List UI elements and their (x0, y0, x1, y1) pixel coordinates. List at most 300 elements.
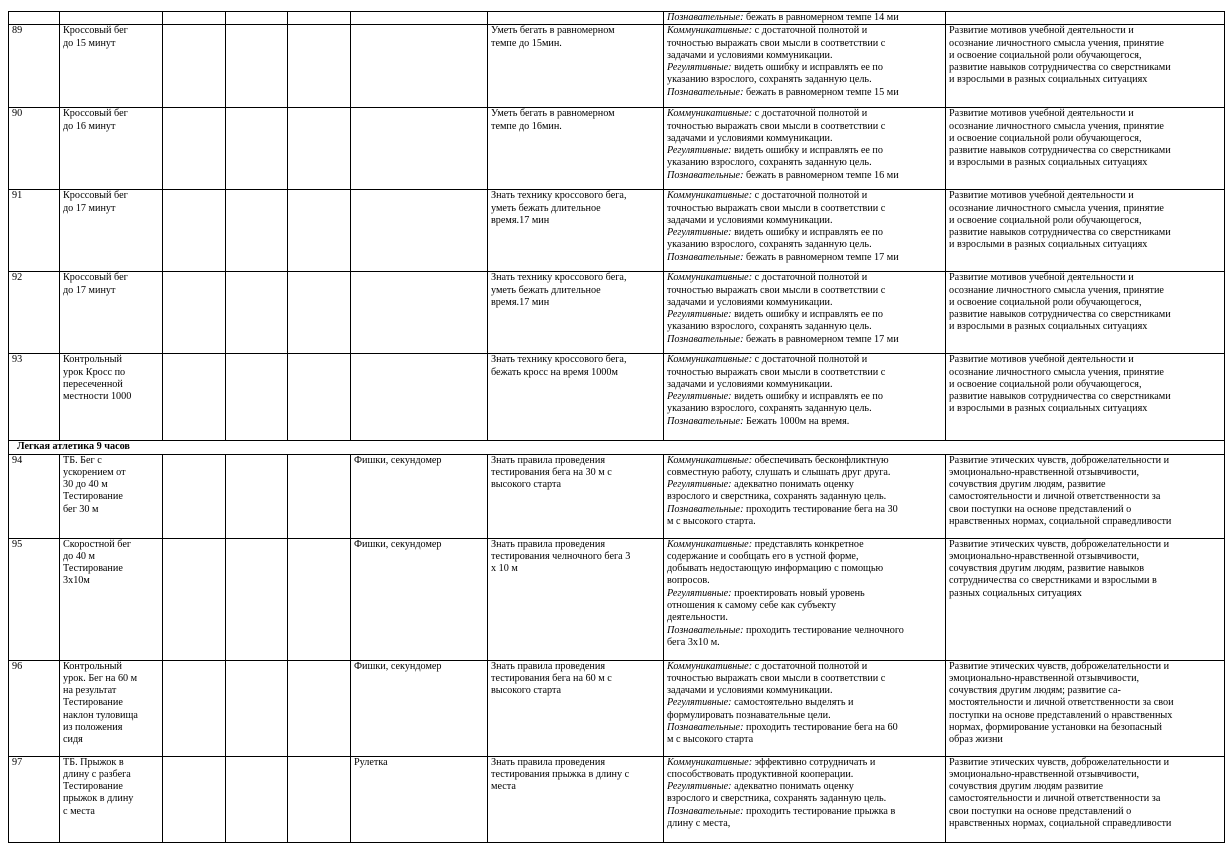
cell-line: эмоционально-нравственной отзывчивости, (949, 672, 1140, 684)
uud-text: указанию взрослого, сохранять заданную цель. (667, 74, 872, 86)
cell-topic (60, 190, 163, 272)
cell-requirements (488, 108, 664, 190)
cell-equipment (351, 538, 488, 660)
cell-line: эмоционально-нравственной отзывчивости, (949, 550, 1140, 562)
cell-line: Контрольный (63, 354, 122, 366)
cell-empty (226, 272, 288, 354)
table-row (9, 454, 1225, 538)
uud-line (667, 215, 943, 227)
uud-label: Регулятивные: (667, 391, 732, 403)
uud-label: Коммуникативные: (667, 660, 753, 672)
uud-line (667, 297, 943, 309)
cell-line: урок. Бег на 60 м (63, 672, 138, 684)
cell-requirements (488, 25, 664, 108)
cell-line: Кроссовый бег (63, 25, 128, 37)
cell-uud (664, 660, 946, 756)
cell-line: Тестирование (63, 563, 123, 575)
cell-line: Развитие этических чувств, доброжелательности и (949, 756, 1170, 768)
uud-line (667, 685, 943, 697)
cell-line: и взрослыми в разных социальных ситуациях (949, 74, 1148, 86)
table-row (9, 756, 1225, 842)
cell-line: до 40 м (63, 550, 96, 562)
cell-line: уметь бежать длительное (491, 284, 601, 296)
cell-line: и взрослыми в разных социальных ситуациях (949, 239, 1148, 251)
uud-label: Познавательные: (667, 251, 744, 263)
cell-uud (664, 272, 946, 354)
cell-equipment (351, 108, 488, 190)
cell-line: с места (63, 805, 95, 817)
cell-empty (226, 25, 288, 108)
cell-line: и взрослыми в разных социальных ситуациях (949, 321, 1148, 333)
cell-line: Развитие мотивов учебной деятельности и (949, 272, 1134, 284)
table-row (9, 354, 1225, 441)
uud-label: Коммуникативные: (667, 756, 753, 768)
cell-line: высокого старта (491, 685, 562, 697)
cell-num (9, 756, 60, 842)
uud-line (667, 285, 943, 297)
uud-line (667, 416, 943, 428)
row-number: 89 (12, 25, 23, 37)
cell-line: до 17 минут (63, 202, 116, 214)
uud-label: Регулятивные: (667, 145, 732, 157)
uud-line (667, 588, 943, 600)
cell-line: бег 30 м (63, 503, 99, 515)
uud-label: Регулятивные: (667, 62, 732, 74)
uud-text: проходить тестирование бега на 60 (743, 722, 898, 734)
cell-uud (664, 108, 946, 190)
uud-text: способствовать продуктивной кооперации. (667, 768, 854, 780)
uud-line (667, 673, 943, 685)
cell-line: свои поступки на основе представлений о (949, 805, 1132, 817)
cell-line: места (491, 781, 516, 793)
cell-requirements (488, 660, 664, 756)
cell-line: развитие навыков сотрудничества со сверстниками (949, 62, 1171, 74)
cell-line: и освоение социальной роли обучающегося, (949, 132, 1142, 144)
uud-text: м с высокого старта (667, 734, 754, 746)
uud-line (667, 661, 943, 673)
cell-line: 3х10м (63, 575, 90, 587)
uud-line (667, 108, 943, 120)
cell-line: Развитие мотивов учебной деятельности и (949, 108, 1134, 120)
cell-num (9, 454, 60, 538)
cell-empty (163, 272, 226, 354)
cell-line: Знать правила проведения (491, 454, 606, 466)
cell-line: тестирования челночного бега 3 (491, 550, 631, 562)
cell-line: нравственных нормах, социальной справедливости (949, 516, 1172, 528)
uud-text: с достаточной полнотой и (752, 354, 868, 366)
cell-empty (288, 660, 351, 756)
uud-text: адекватно понимать оценку (731, 479, 854, 491)
cell-line: сочувствия другим людям, развитие навыков (949, 563, 1145, 575)
uud-text: взрослого и сверстника, сохранять заданную цель. (667, 793, 887, 805)
uud-text: бега 3х10 м. (667, 636, 720, 648)
uud-line (667, 563, 943, 575)
cell-personal (946, 354, 1225, 441)
cell-empty (163, 454, 226, 538)
cell-line: урок Кросс по (63, 366, 126, 378)
uud-text: представлять конкретное (752, 538, 864, 550)
uud-text: точностью выражать свои мысли в соответствии с (667, 672, 886, 684)
cell-empty (288, 12, 351, 25)
row-number: 94 (12, 454, 23, 466)
cell-line: развитие навыков сотрудничества со сверстниками (949, 309, 1171, 321)
row-number: 90 (12, 108, 23, 120)
cell-empty (288, 272, 351, 354)
row-number: 91 (12, 190, 23, 202)
uud-text: бежать в равномерном темпе 17 ми (743, 333, 899, 345)
cell-topic (60, 454, 163, 538)
cell-line: разных социальных ситуациях (949, 587, 1082, 599)
cell-equipment (351, 454, 488, 538)
cell-empty (163, 660, 226, 756)
uud-label: Познавательные: (667, 503, 744, 515)
cell-line: Знать технику кроссового бега, (491, 190, 627, 202)
uud-label: Познавательные: (667, 86, 744, 98)
cell-line: сидя (63, 734, 83, 746)
uud-text: точностью выражать свои мысли в соответствии с (667, 366, 886, 378)
cell-requirements (488, 756, 664, 842)
cell-line: Уметь бегать в равномерном (491, 25, 615, 37)
table-row (9, 108, 1225, 190)
cell-line: высокого старта (491, 479, 562, 491)
cell-empty (163, 538, 226, 660)
cell-line: эмоционально-нравственной отзывчивости, (949, 466, 1140, 478)
cell-equipment (351, 190, 488, 272)
uud-line (667, 391, 943, 403)
cell-empty (226, 660, 288, 756)
uud-text: проектировать новый уровень (731, 587, 865, 599)
uud-text: задачами и условиями коммуникации. (667, 49, 833, 61)
cell-line: до 17 минут (63, 284, 116, 296)
cell-line: Развитие этических чувств, доброжелательности и (949, 538, 1170, 550)
cell-line: самостоятельности и личной ответственности за (949, 491, 1161, 503)
cell-num (9, 272, 60, 354)
uud-line (667, 722, 943, 734)
cell-topic (60, 108, 163, 190)
cell-line: осознание личностного смысла учения, принятие (949, 284, 1164, 296)
cell-line: сочувствия другим людям развитие (949, 781, 1104, 793)
cell-requirements (488, 354, 664, 441)
section-title: Легкая атлетика 9 часов (9, 441, 1225, 454)
cell-empty (288, 25, 351, 108)
cell-empty (226, 454, 288, 538)
table-row (9, 660, 1225, 756)
cell-line: длину с разбега (63, 768, 131, 780)
cell-empty (163, 190, 226, 272)
uud-label: Коммуникативные: (667, 25, 753, 37)
cell-line: и освоение социальной роли обучающегося, (949, 378, 1142, 390)
cell-line: Кроссовый бег (63, 272, 128, 284)
uud-label: Регулятивные: (667, 697, 732, 709)
cell-line: развитие навыков сотрудничества со сверстниками (949, 145, 1171, 157)
row-number: 93 (12, 354, 23, 366)
uud-label: Познавательные: (667, 624, 744, 636)
cell-personal (946, 538, 1225, 660)
uud-text: видеть ошибку и исправлять ее по (731, 391, 883, 403)
table-row-top (9, 12, 1225, 25)
cell-empty (163, 756, 226, 842)
equipment-text: Фишки, секундомер (354, 660, 442, 672)
cell-personal (946, 190, 1225, 272)
uud-label: Коммуникативные: (667, 454, 753, 466)
cell-line: Тестирование (63, 781, 123, 793)
uud-line (667, 239, 943, 251)
uud-line (667, 600, 943, 612)
cell-empty (163, 25, 226, 108)
uud-text: проходить тестирование челночного (743, 624, 904, 636)
row-number: 95 (12, 538, 23, 550)
uud-line (667, 309, 943, 321)
cell-requirements (488, 272, 664, 354)
cell-line: осознание личностного смысла учения, принятие (949, 202, 1164, 214)
cell-num (9, 190, 60, 272)
uud-line (667, 62, 943, 74)
uud-text: точностью выражать свои мысли в соответствии с (667, 284, 886, 296)
uud-text: точностью выражать свои мысли в соответствии с (667, 37, 886, 49)
uud-label: Познавательные: (667, 169, 744, 181)
cell-empty (163, 12, 226, 25)
equipment-text: Рулетка (354, 756, 388, 768)
cell-line: сочувствия другим людям; развитие са- (949, 685, 1121, 697)
uud-text: проходить тестирование прыжка в (743, 805, 896, 817)
cell-line: до 16 минут (63, 120, 116, 132)
uud-line (667, 575, 943, 587)
uud-text: с достаточной полнотой и (752, 272, 868, 284)
uud-label: Регулятивные: (667, 587, 732, 599)
cell-personal (946, 108, 1225, 190)
cell-empty (163, 354, 226, 441)
table-row (9, 25, 1225, 108)
cell-line: поступки на основе представлений о нравственных (949, 709, 1173, 721)
uud-line (667, 637, 943, 649)
cell-num (9, 354, 60, 441)
cell-line: сочувствия другим людям, развитие (949, 479, 1106, 491)
cell-line: Развитие этических чувств, доброжелательности и (949, 660, 1170, 672)
cell-empty (226, 190, 288, 272)
cell-line: тестирования бега на 60 м с (491, 672, 612, 684)
cell-topic (60, 354, 163, 441)
cell-line: Кроссовый бег (63, 108, 128, 120)
uud-line (667, 379, 943, 391)
cell-line: темпе до 16мин. (491, 120, 562, 132)
uud-line (667, 491, 943, 503)
uud-text: адекватно понимать оценку (731, 781, 854, 793)
cell-line: образ жизни (949, 734, 1003, 746)
cell-line: и взрослыми в разных социальных ситуациях (949, 403, 1148, 415)
uud-text: добывать недостающую информацию с помощью (667, 563, 884, 575)
cell-uud (664, 538, 946, 660)
cell-line: тестирования прыжка в длину с (491, 768, 630, 780)
cell-line: Знать технику кроссового бега, (491, 272, 627, 284)
uud-line (667, 367, 943, 379)
cell-line: Знать правила проведения (491, 538, 606, 550)
uud-label: Познавательные: (667, 415, 744, 427)
cell-empty (288, 756, 351, 842)
cell-uud (664, 756, 946, 842)
cell-empty (226, 108, 288, 190)
uud-text: с достаточной полнотой и (752, 108, 868, 120)
uud-text: задачами и условиями коммуникации. (667, 378, 833, 390)
cell-line: самостоятельности и личной ответственности за (949, 793, 1161, 805)
uud-text: видеть ошибку и исправлять ее по (731, 62, 883, 74)
cell-line: время.17 мин (491, 214, 550, 226)
cell-line: Знать правила проведения (491, 756, 606, 768)
cell-num (9, 25, 60, 108)
uud-label: Коммуникативные: (667, 354, 753, 366)
cell-line: уметь бежать длительное (491, 202, 601, 214)
uud-line (667, 455, 943, 467)
uud-text: бежать в равномерном темпе 16 ми (743, 169, 899, 181)
cell-line: Скоростной бег (63, 538, 132, 550)
uud-text: указанию взрослого, сохранять заданную цель. (667, 321, 872, 333)
cell-num (9, 108, 60, 190)
uud-text: указанию взрослого, сохранять заданную цель. (667, 403, 872, 415)
cell-empty (288, 108, 351, 190)
cell-num (9, 660, 60, 756)
cell-line: х 10 м (491, 563, 518, 575)
cell-requirements (488, 454, 664, 538)
uud-line (667, 227, 943, 239)
uud-label: Коммуникативные: (667, 190, 753, 202)
cell-personal (946, 660, 1225, 756)
uud-text: м с высокого старта. (667, 516, 756, 528)
cell-empty (226, 354, 288, 441)
cell-line: местности 1000 (63, 391, 132, 403)
cell-line: и освоение социальной роли обучающегося, (949, 214, 1142, 226)
row-number: 92 (12, 272, 23, 284)
uud-label: Регулятивные: (667, 479, 732, 491)
uud-text: с достаточной полнотой и (752, 190, 868, 202)
uud-text: видеть ошибку и исправлять ее по (731, 227, 883, 239)
equipment-text: Фишки, секундомер (354, 538, 442, 550)
cell-empty (226, 12, 288, 25)
cell-line: нормах, формирование установки на безопасный (949, 722, 1162, 734)
table-row (9, 538, 1225, 660)
uud-line (667, 734, 943, 746)
uud-line (667, 25, 943, 37)
cell-line: Развитие мотивов учебной деятельности и (949, 190, 1134, 202)
uud-text: формулировать познавательные цели. (667, 709, 831, 721)
uud-text: указанию взрослого, сохранять заданную цель. (667, 157, 872, 169)
uud-text: задачами и условиями коммуникации. (667, 685, 833, 697)
cell-equipment (351, 354, 488, 441)
cell-uud (664, 12, 946, 25)
cell-line: тестирования бега на 30 м с (491, 466, 612, 478)
cell-line: мостоятельности и личной ответственности за свои (949, 697, 1174, 709)
cell-line: осознание личностного смысла учения, принятие (949, 366, 1164, 378)
uud-text: бежать в равномерном темпе 15 ми (743, 86, 899, 98)
uud-label: Познавательные: (667, 805, 744, 817)
row-number: 97 (12, 756, 23, 768)
uud-line (667, 516, 943, 528)
cell-topic (60, 25, 163, 108)
uud-line (667, 203, 943, 215)
uud-line (667, 539, 943, 551)
uud-line (667, 818, 943, 830)
uud-line (667, 479, 943, 491)
cell-empty (288, 454, 351, 538)
uud-label: Коммуникативные: (667, 538, 753, 550)
cell-line: свои поступки на основе представлений о (949, 503, 1132, 515)
cell-line: развитие навыков сотрудничества со сверстниками (949, 391, 1171, 403)
uud-text: видеть ошибку и исправлять ее по (731, 309, 883, 321)
uud-line (667, 87, 943, 99)
uud-text: длину с места, (667, 818, 731, 830)
uud-label: Регулятивные: (667, 227, 732, 239)
cell-line: Развитие этических чувств, доброжелательности и (949, 454, 1170, 466)
uud-text: задачами и условиями коммуникации. (667, 214, 833, 226)
cell-line: Кроссовый бег (63, 190, 128, 202)
cell-line: осознание личностного смысла учения, принятие (949, 37, 1164, 49)
cell-empty (288, 538, 351, 660)
cell-equipment (351, 12, 488, 25)
uud-label: Коммуникативные: (667, 272, 753, 284)
uud-line (667, 354, 943, 366)
uud-text: указанию взрослого, сохранять заданную цель. (667, 239, 872, 251)
cell-line: ТБ. Бег с (63, 454, 102, 466)
cell-line: прыжок в длину (63, 793, 134, 805)
uud-line (667, 157, 943, 169)
cell-personal (946, 756, 1225, 842)
uud-text: видеть ошибку и исправлять ее по (731, 145, 883, 157)
cell-uud (664, 454, 946, 538)
cell-equipment (351, 272, 488, 354)
cell-line: время.17 мин (491, 296, 550, 308)
cell-line: Развитие мотивов учебной деятельности и (949, 25, 1134, 37)
cell-line: до 15 минут (63, 37, 116, 49)
uud-text: точностью выражать свои мысли в соответствии с (667, 202, 886, 214)
uud-text: совместную работу, слушать и слышать друг друга. (667, 466, 891, 478)
cell-equipment (351, 660, 488, 756)
cell-uud (664, 25, 946, 108)
uud-line (667, 769, 943, 781)
cell-line: Тестирование (63, 697, 123, 709)
uud-line (667, 272, 943, 284)
uud-text: Бежать 1000м на время. (743, 415, 850, 427)
uud-line (667, 74, 943, 86)
uud-text: точностью выражать свои мысли в соответствии с (667, 120, 886, 132)
cell-equipment (351, 25, 488, 108)
section-row (9, 441, 1225, 454)
cell-line: осознание личностного смысла учения, принятие (949, 120, 1164, 132)
cell-line: Тестирование (63, 491, 123, 503)
cell-line: эмоционально-нравственной отзывчивости, (949, 768, 1140, 780)
cell-line: и освоение социальной роли обучающегося, (949, 49, 1142, 61)
uud-text: с достаточной полнотой и (752, 660, 868, 672)
cell-empty (226, 538, 288, 660)
cell-line: темпе до 15мин. (491, 37, 562, 49)
uud-line (667, 793, 943, 805)
uud-line (667, 190, 943, 202)
uud-line (667, 697, 943, 709)
uud-line (667, 121, 943, 133)
cell-requirements (488, 12, 664, 25)
uud-line (667, 50, 943, 62)
cell-line: на результат (63, 685, 117, 697)
cell-personal (946, 272, 1225, 354)
uud-label: Коммуникативные: (667, 108, 753, 120)
uud-line (667, 710, 943, 722)
uud-line (667, 757, 943, 769)
uud-label: Регулятивные: (667, 781, 732, 793)
cell-line: 30 до 40 м (63, 479, 108, 491)
uud-line (667, 467, 943, 479)
cell-line: пересеченной (63, 378, 123, 390)
uud-label: Регулятивные: (667, 309, 732, 321)
cell-personal (946, 454, 1225, 538)
uud-text: бежать в равномерном темпе 14 ми (743, 12, 899, 23)
uud-text: деятельности. (667, 612, 728, 624)
